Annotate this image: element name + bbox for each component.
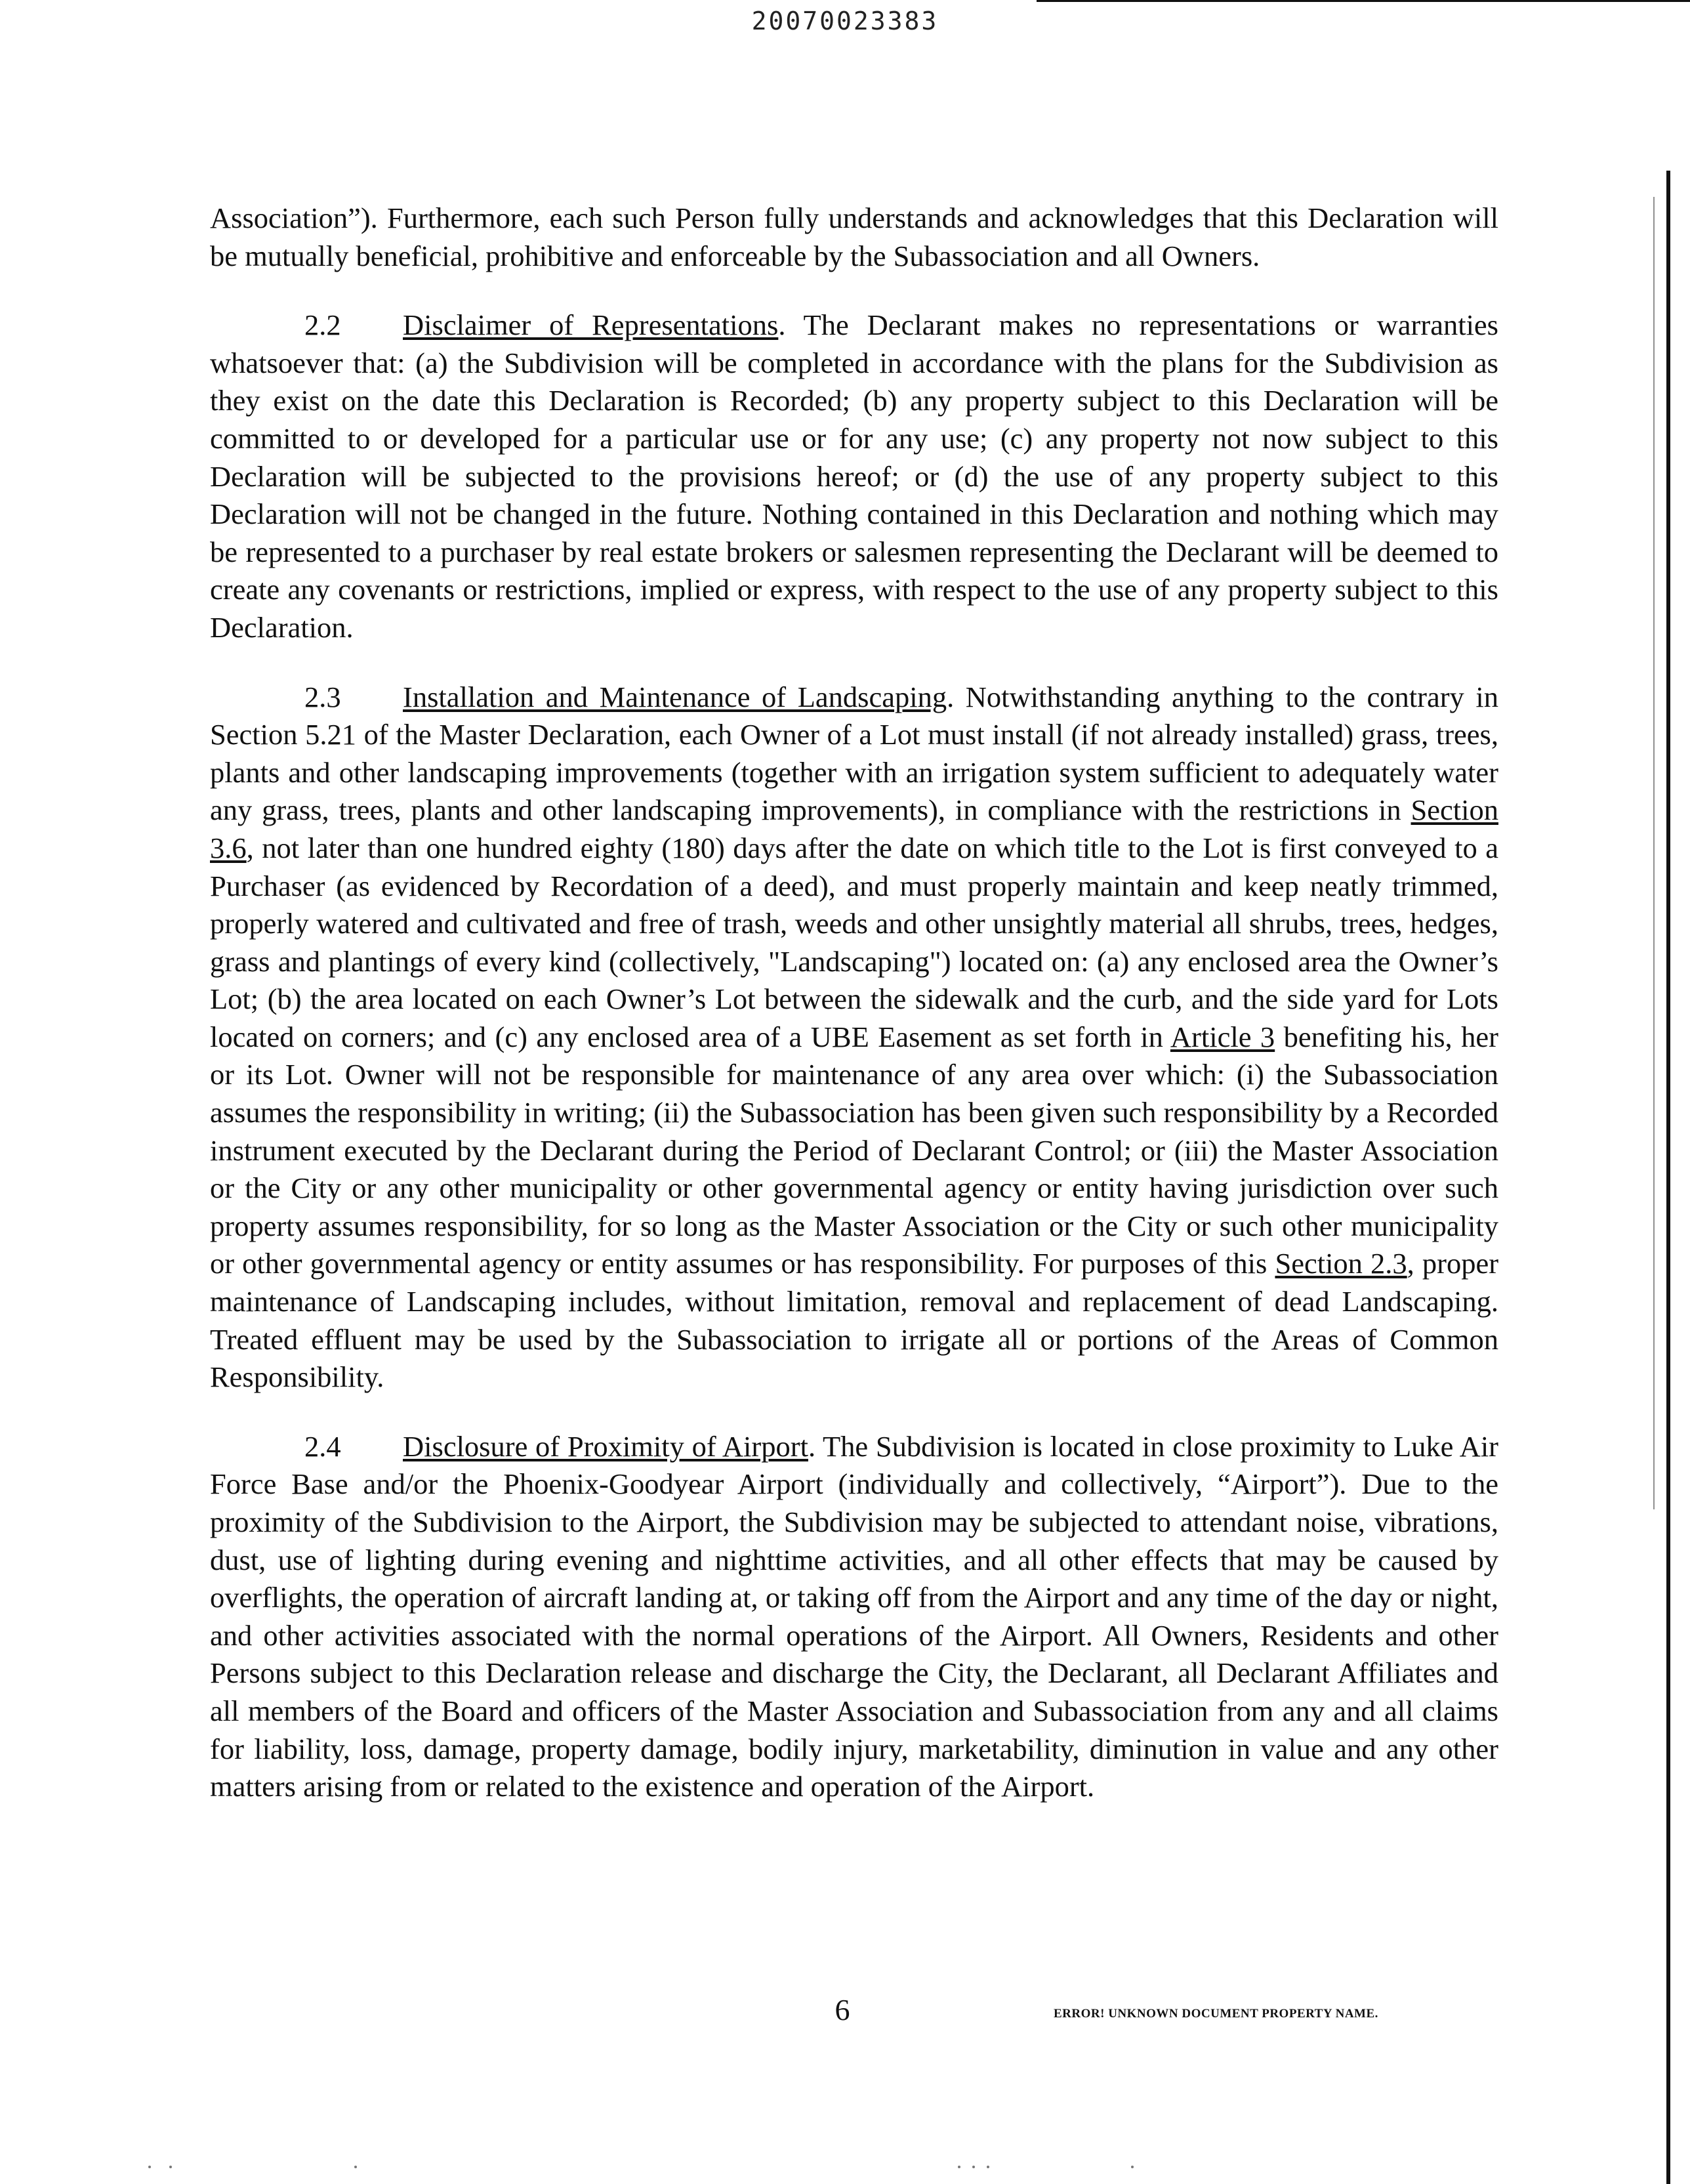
section-text: , proper maintenance of Landscaping includes, without limitation, removal and replacement of dead Landscaping. Treated effluent may be used by the Subassociation to irrigate all or portions of the Areas of Common Responsibility. [210, 1247, 1499, 1394]
intro-text: Association”). Furthermore, each such Person fully understands and acknowledges that this Declaration will be mutually beneficial, prohibitive and enforceable by the Subassociation and all Owners. [210, 201, 1498, 272]
scan-noise [0, 2166, 1690, 2179]
intro-paragraph [210, 200, 1498, 275]
section-text: . Notwithstanding anything to the contrary in Section 5.21 of the Master Declaration, each Owner of a Lot must install (if not already installed) grass, trees, plants and other landscaping improvements (together with an irrigation system sufficient to adequately water any grass, trees, plants and other landscaping improvements), in compliance with the restrictions in [210, 680, 1498, 827]
section-number: 2.2 [304, 308, 341, 342]
scan-edge-line [1653, 197, 1655, 1509]
section-text: , not later than one hundred eighty (180) days after the date on which title to the Lot is first conveyed to a Purchaser (as evidenced by Recordation of a deed), and must properly maintain and keep neatly trimmed, properly watered and cultivated and free of trash, weeds and other unsightly material all shrubs, trees, hedges, grass and plantings of every kind (collectively, "Landscaping") located on: (a) any enclosed area the Owner’s Lot; (b) the area located on each Owner’s Lot between the sidewalk and the curb, and the side yard for Lots located on corners; and (c) any enclosed area of a UBE Easement as set forth in [210, 831, 1498, 1053]
page-number: 6 [835, 1993, 850, 2026]
section-2-3 [210, 679, 1498, 1396]
section-2-4 [210, 1428, 1498, 1806]
section-reference: Section 2.3 [1275, 1247, 1407, 1280]
footer-field-error: ERROR! UNKNOWN DOCUMENT PROPERTY NAME. [1054, 2007, 1378, 2021]
section-text: benefiting his, her or its Lot. Owner will not be responsible for maintenance of any area over which: (i) the Subassociation assumes the responsibility in writing; (ii) the Subassociation has been given such responsibility by a Recorded instrument executed by the Declarant during the Period of Declarant Control; or (iii) the Master Association or the City or any other municipality or other governmental agency or entity having jurisdiction over such property assumes responsibility, for so long as the Master Association or the City or such other municipality or other governmental agency or entity assumes or has responsibility. For purposes of this [210, 1020, 1498, 1280]
section-heading: Installation and Maintenance of Landscaping [403, 680, 947, 713]
section-text: . The Subdivision is located in close proximity to Luke Air Force Base and/or the Phoenix-Goodyear Airport (individually and collectively, “Airport”). Due to the proximity of the Subdivision to the Airport, the Subdivision may be subjected to attendant noise, vibrations, dust, use of lighting during evening and nighttime activities, and all other effects that may be caused by overflights, the operation of aircraft landing at, or taking off from the Airport and any time of the day or night, and other activities associated with the normal operations of the Airport. All Owners, Residents and other Persons subject to this Declaration release and discharge the City, the Declarant, all Declarant Affiliates and all members of the Board and officers of the Master Association and Subassociation from any and all claims for liability, loss, damage, property damage, bodily injury, marketability, diminution in value and any other matters arising from or related to the existence and operation of the Airport. [210, 1429, 1498, 1803]
section-heading: Disclaimer of Representations [403, 308, 779, 342]
scan-edge-bar [1666, 171, 1670, 2184]
section-number: 2.3 [304, 680, 341, 713]
document-body [210, 200, 1498, 1838]
section-number: 2.4 [304, 1429, 341, 1463]
scan-top-rule [1037, 0, 1690, 2]
article-reference: Article 3 [1170, 1020, 1275, 1053]
section-reference: Section 3.6 [210, 793, 1498, 864]
section-text: . The Declarant makes no representations or warranties whatsoever that: (a) the Subdivision will be completed in accordance with the plans for the Subdivision as they exist on the date this Declaration is Recorded; (b) any property subject to this Declaration will be committed to or developed for a particular use or for any use; (c) any property not now subject to this Declaration will be subjected to the provisions hereof; or (d) the use of any property subject to this Declaration will not be changed in the future. Nothing contained in this Declaration and nothing which may be represented to a purchaser by real estate brokers or salesmen representing the Declarant will be deemed to create any covenants or restrictions, implied or express, with respect to the use of any property subject to this Declaration. [210, 308, 1498, 644]
section-heading: Disclosure of Proximity of Airport [403, 1429, 808, 1463]
recording-number: 20070023383 [751, 7, 939, 35]
section-2-2 [210, 306, 1498, 646]
